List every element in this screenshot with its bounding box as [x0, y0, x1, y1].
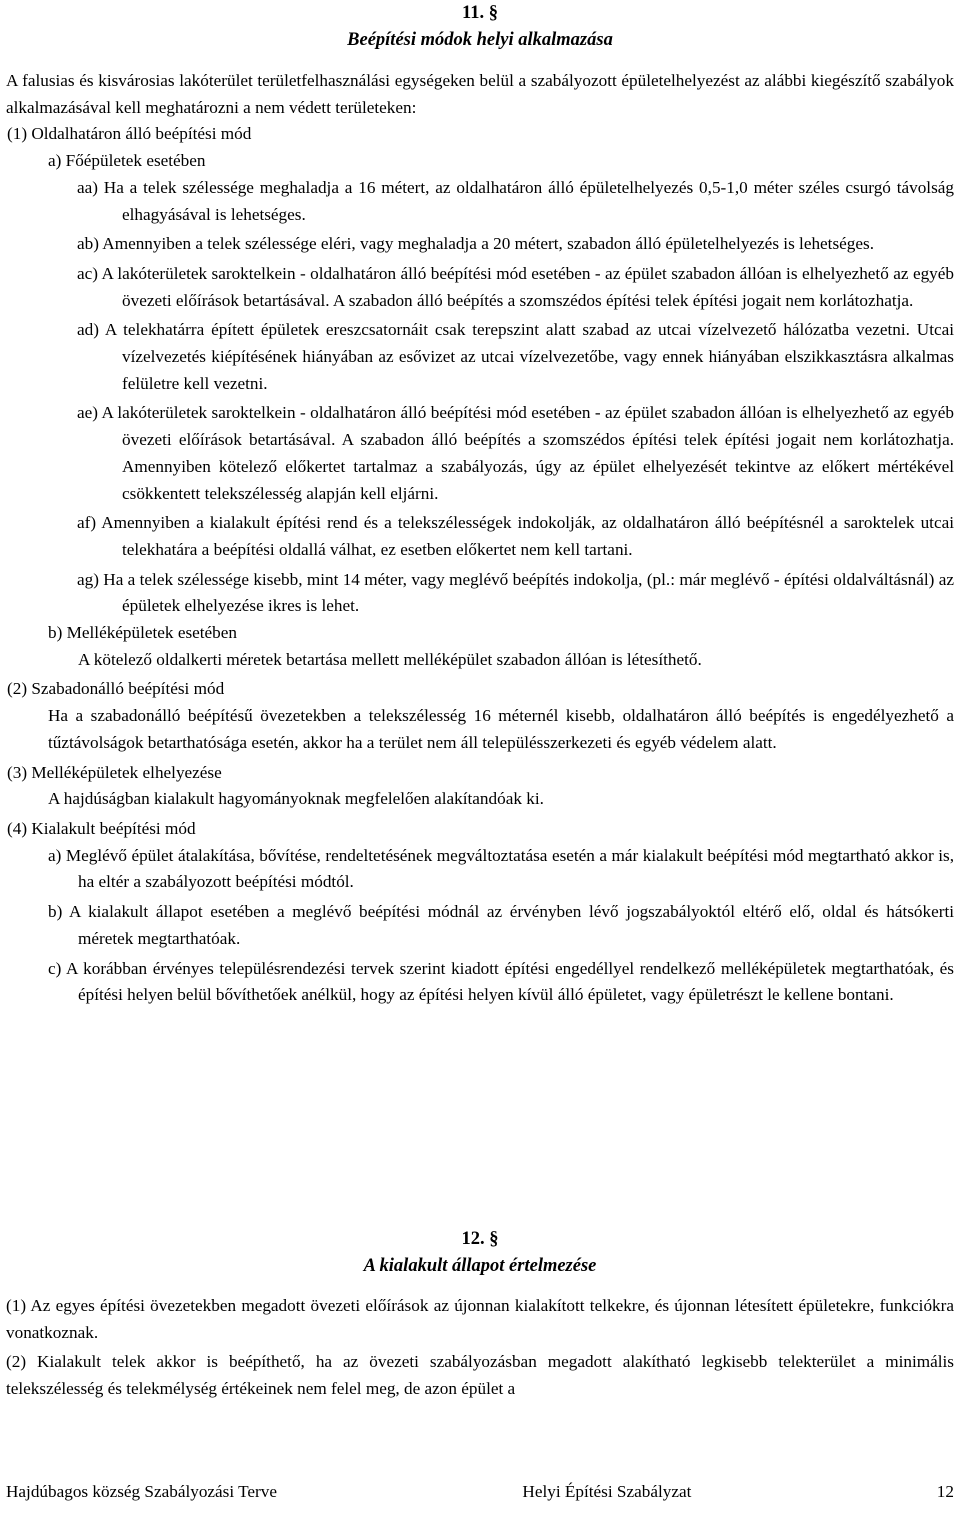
- section-title: A kialakult állapot értelmezése: [363, 1256, 597, 1276]
- paragraph-4-heading: (4) Kialakult beépítési mód: [7, 818, 196, 838]
- section-number: 11. §: [462, 3, 498, 23]
- section-12: [0, 1226, 960, 1403]
- page-footer: [6, 1479, 954, 1505]
- paragraph-1b-text: A kötelező oldalkerti méretek betartása mellett melléképület szabadon állóan is létesíthető.: [78, 649, 702, 669]
- section-title: Beépítési módok helyi alkalmazása: [347, 30, 613, 50]
- point-ab: ab) Amennyiben a telek szélessége eléri, vagy meghaladja a 20 métert, szabadon álló épületelhelyezés is lehetséges.: [77, 234, 874, 254]
- paragraph-1-heading: (1) Oldalhatáron álló beépítési mód: [7, 124, 252, 144]
- point-ac: ac) A lakóterületek saroktelkein - oldalhatáron álló beépítési mód esetében - az épület szabadon állóan is elhelyezhető az egyéb övezeti előírások betartásával. A szabadon álló beépítés a szomszédos építési telek építési jogait nem korlátozhatja.: [77, 263, 954, 310]
- point-af: af) Amennyiben a kialakult építési rend és a telekszélességek indokolják, az oldalhatáron álló beépítésnél a saroktelek utcai telekhatára a beépítési oldallá válhat, ez esetben előkertet nem kell tartani.: [77, 513, 954, 559]
- paragraph-2-heading: (2) Szabadonálló beépítési mód: [7, 679, 225, 699]
- footer-regulation-name: Helyi Építési Szabályzat: [522, 1482, 692, 1501]
- section-12-paragraph-1: (1) Az egyes építési övezetekben megadott övezeti előírások az újonnan kialakított telkekre, és újonnan létesített épületekre, funkciókra vonatkoznak.: [6, 1296, 954, 1342]
- section-12-paragraph-2: (2) Kialakult telek akkor is beépíthető, ha az övezeti szabályozásban megadott alakítható legkisebb telekterület a minimális telekszélesség és telekmélység értékeinek nem felel meg, de azon épület a: [6, 1352, 954, 1399]
- paragraph-3-heading: (3) Melléképületek elhelyezése: [7, 762, 222, 782]
- point-ad: ad) A telekhatárra épített épületek ereszcsatornáit csak terepszint alatt szabad az utcai vízelvezető hálózatba vezetni. Utcai vízelvezetés kiépítésének hiányában az esővizet az utcai vízelvezetőbe, vagy ennek hiányában elszikkasztásra alkalmas felületre kell vezetni.: [77, 320, 954, 393]
- point-ag: ag) Ha a telek szélessége kisebb, mint 14 méter, vagy meglévő beépítés indokolja, (pl.: már meglévő - építési oldalváltásnál) az épületek elhelyezése ikres is lehet.: [77, 569, 954, 616]
- point-ae: ae) A lakóterületek saroktelkein - oldalhatáron álló beépítési mód esetében - az épület szabadon állóan is elhelyezhető az egyéb övezeti előírások betartásával. A szabadon álló beépítés a szomszédos építési telek építési jogait nem korlátozhatja. Amennyiben kötelező előkertet tartalmaz a szabályozás, úgy az épület elhelyezését tekintve az előkert mértékével csökkentett telekszélesség alapján kell eljárni.: [77, 403, 954, 503]
- paragraph-2-text: Ha a szabadonálló beépítésű övezetekben a telekszélesség 16 méternél kisebb, oldalhatáron álló beépítés is engedélyezhető a tűztávolságok betarthatósága esetén, akkor ha a terület nem áll településszerkezeti és egyéb védelem alatt.: [48, 706, 954, 752]
- paragraph-4c: c) A korábban érvényes településrendezési tervek szerint kiadott építési engedéllyel rendelkező melléképületek megtarthatóak, és építési helyen belül bővíthetőek anélkül, hogy az építési helyen kívül álló épületet, vagy épületrészt le kellene bontani.: [48, 958, 954, 1005]
- paragraph-4a: a) Meglévő épület átalakítása, bővítése, rendeltetésének megváltoztatása esetén a már kialakult beépítési mód megtartható akkor is, ha eltér a szabályozott beépítési módtól.: [48, 845, 954, 892]
- paragraph-3-text: A hajdúságban kialakult hagyományoknak megfelelően alakítandóak ki.: [48, 789, 544, 809]
- page-number: 12: [936, 1482, 954, 1501]
- paragraph-1b-heading: b) Melléképületek esetében: [48, 623, 237, 643]
- paragraph-4b: b) A kialakult állapot esetében a meglévő beépítési módnál az érvényben lévő jogszabályoktól eltérő elő, oldal és hátsókerti méretek megtarthatóak.: [48, 902, 954, 948]
- section-number: 12. §: [461, 1229, 499, 1249]
- footer-document-name: Hajdúbagos község Szabályozási Terve: [6, 1482, 278, 1501]
- paragraph-1a-heading: a) Főépületek esetében: [48, 151, 206, 171]
- intro-paragraph: A falusias és kisvárosias lakóterület területfelhasználási egységeken belül a szabályozott épületelhelyezést az alábbi kiegészítő szabályok alkalmazásával kell meghatározni a nem védett területeken:: [6, 71, 954, 117]
- point-aa: aa) Ha a telek szélessége meghaladja a 16 métert, az oldalhatáron álló épületelhelyezés 0,5-1,0 méter széles csurgó távolság elhagyásával is lehetséges.: [77, 177, 954, 224]
